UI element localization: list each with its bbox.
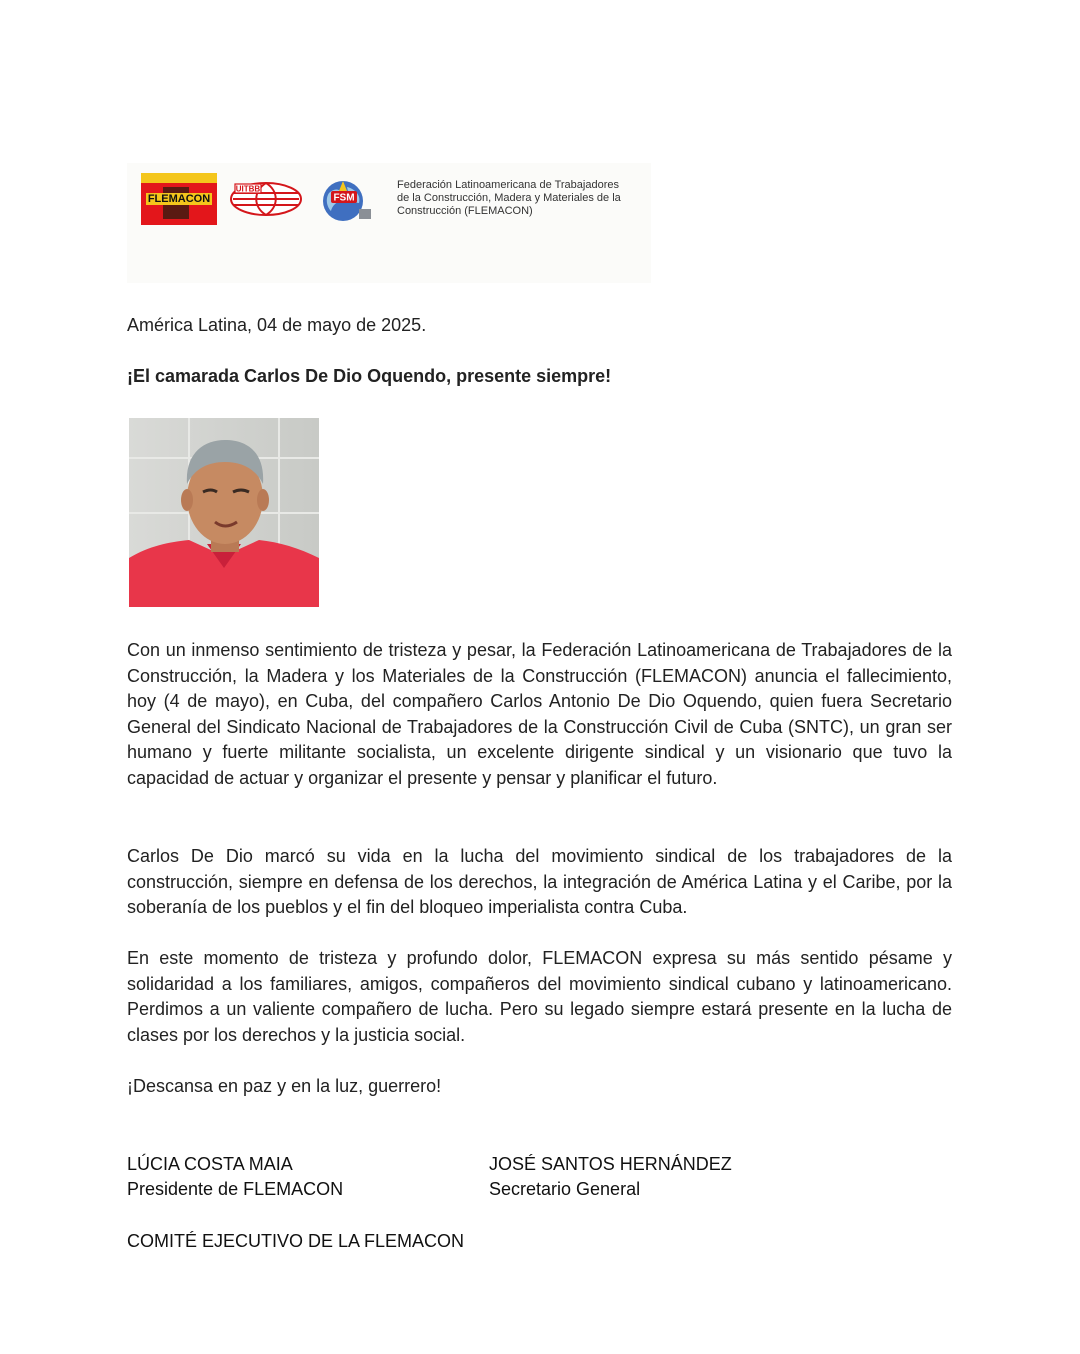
- body-paragraph: En este momento de tristeza y profundo dolor, FLEMACON expresa su más sentido pésame y solidaridad a los familiares, amigos, compañeros del movimiento sindical cubano y latinoamericano. Perdimos a un valiente compañero de lucha. Pero su legado siempre estará presente en la lucha de clases por los derechos y la justicia social.: [127, 948, 952, 1045]
- letterhead-banner: [127, 163, 651, 283]
- body-paragraph: Carlos De Dio marcó su vida en la lucha del movimiento sindical de los trabajadores de la construcción, siempre en defensa de los derechos, la integración de América Latina y el Caribe, por la soberanía de los pueblos y el fin del bloqueo imperialista contra Cuba.: [127, 846, 952, 918]
- flemacon-logo-text: FLEMACON: [147, 193, 211, 205]
- flemacon-logo: [141, 173, 217, 225]
- body-paragraph: Con un inmenso sentimiento de tristeza y pesar, la Federación Latinoamericana de Trabajadores de la Construcción, la Madera y los Materiales de la Construcción (FLEMACON) anuncia el fallecimiento, hoy (4 de mayo), en Cuba, del compañero Carlos Antonio De Dio Oquendo, quien fuera Secretario General del Sindicato Nacional de Trabajadores de la Construcción Civil de Cuba (SNTC), un gran ser humano y fuerte militante socialista, un excelente dirigente sindical y un visionario que tuvo la capacidad de actuar y organizar el presente y pensar y planificar el futuro.: [127, 640, 952, 788]
- uitbb-logo-text: UITBB: [235, 184, 261, 194]
- fsm-globe-logo: [315, 177, 375, 223]
- signatory-name: LÚCIA COSTA MAIA: [127, 1154, 293, 1174]
- federation-name-line: Construcción (FLEMACON): [397, 205, 533, 217]
- letter-headline: ¡El camarada Carlos De Dio Oquendo, presente siempre!: [127, 366, 612, 386]
- signatory-name: JOSÉ SANTOS HERNÁNDEZ: [489, 1154, 732, 1174]
- uitbb-globe-logo: [229, 181, 303, 217]
- federation-name-line: de la Construcción, Madera y Materiales de la: [397, 192, 621, 204]
- federation-name: [397, 179, 647, 218]
- signatory-role: Secretario General: [489, 1179, 641, 1199]
- committee-signoff: COMITÉ EJECUTIVO DE LA FLEMACON: [127, 1231, 465, 1251]
- letter-date: América Latina, 04 de mayo de 2025.: [127, 315, 427, 335]
- portrait-photo: [129, 418, 319, 607]
- closing-line: ¡Descansa en paz y en la luz, guerrero!: [127, 1076, 442, 1096]
- signatory-role: Presidente de FLEMACON: [127, 1179, 344, 1199]
- signature-secretary: [489, 1152, 732, 1202]
- fsm-logo-text: FSM: [333, 192, 355, 204]
- signature-president: [127, 1152, 343, 1202]
- federation-name-line: Federación Latinoamericana de Trabajadores: [397, 179, 619, 191]
